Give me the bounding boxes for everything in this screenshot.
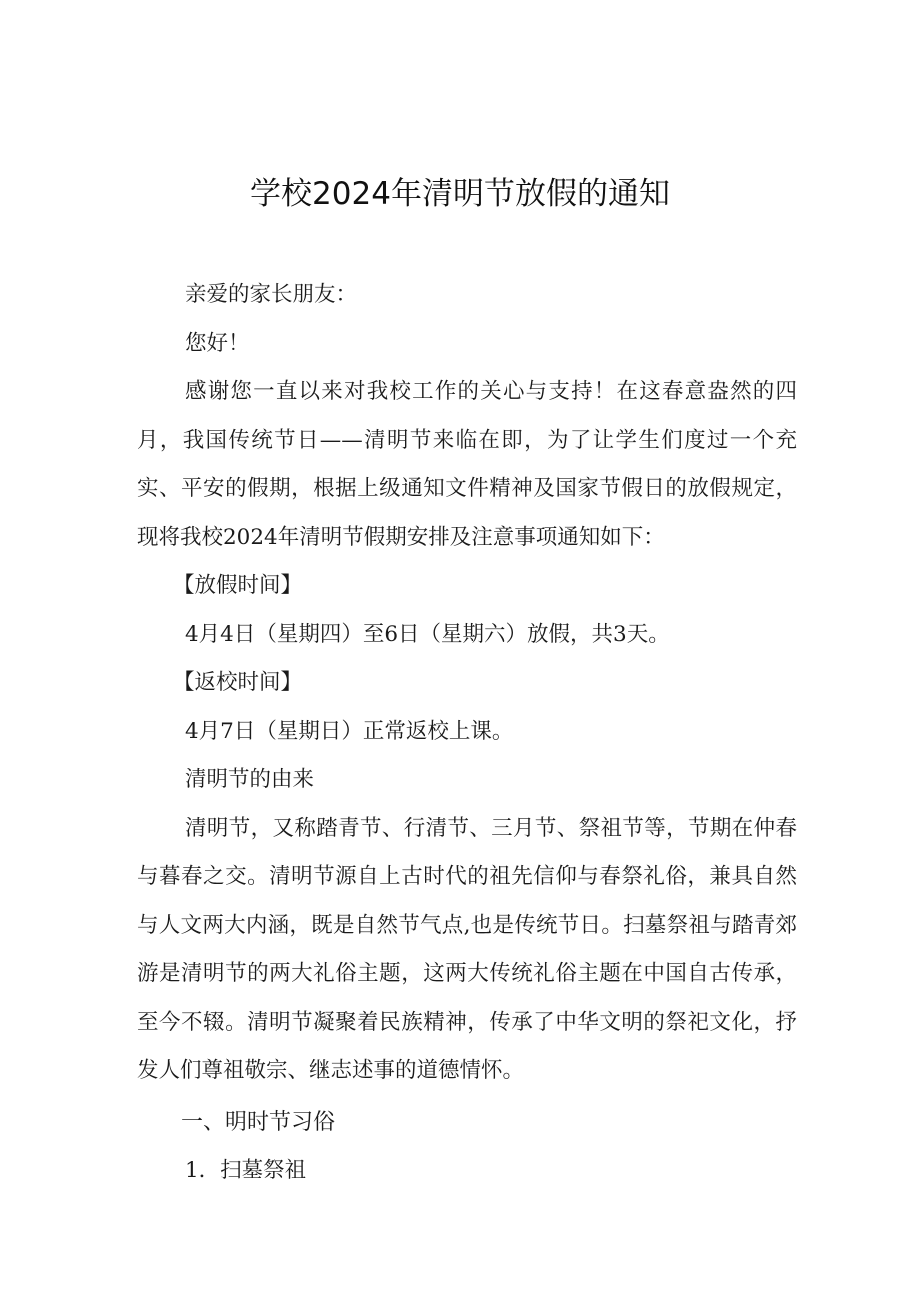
salutation: 您好！ [185,330,250,356]
holiday-time-label: 【放假时间】 [173,573,303,598]
intro-paragraph: 感谢您一直以来对我校工作的关心与支持！在这春意盎然的四月，我国传统节日——清明节来临在即，为了让学生们度过一个充实、平安的假期，根据上级通知文件精神及国家节假日的放假规定，现将我校2024年清明节假期安排及注意事项通知如下： [137,379,797,550]
greeting: 亲爱的家长朋友： [185,282,358,307]
section-heading: 一、明时节习俗 [181,1109,336,1135]
origin-heading: 清明节的由来 [185,767,315,792]
return-time-label: 【返校时间】 [173,670,303,695]
holiday-time: 4月4日（星期四）至6日（星期六）放假，共3天。 [185,621,670,647]
document-body [137,271,797,1196]
origin-paragraph: 清明节，又称踏青节、行清节、三月节、祭祖节等，节期在仲春与暮春之交。清明节源自上古时代的祖先信仰与春祭礼俗，兼具自然与人文两大内涵，既是自然节气点,也是传统节日。扫墓祭祖与踏青郊游是清明节的两大礼俗主题，这两大传统礼俗主题在中国自古传承，至今不辍。清明节凝聚着民族精神，传承了中华文明的祭祀文化，抒发人们尊祖敬宗、继志述事的道德情怀。 [137,815,797,1083]
list-item: 1．扫墓祭祖 [185,1158,307,1183]
document-title: 学校2024年清明节放假的通知 [250,176,670,212]
return-time: 4月7日（星期日）正常返校上课。 [185,718,514,744]
